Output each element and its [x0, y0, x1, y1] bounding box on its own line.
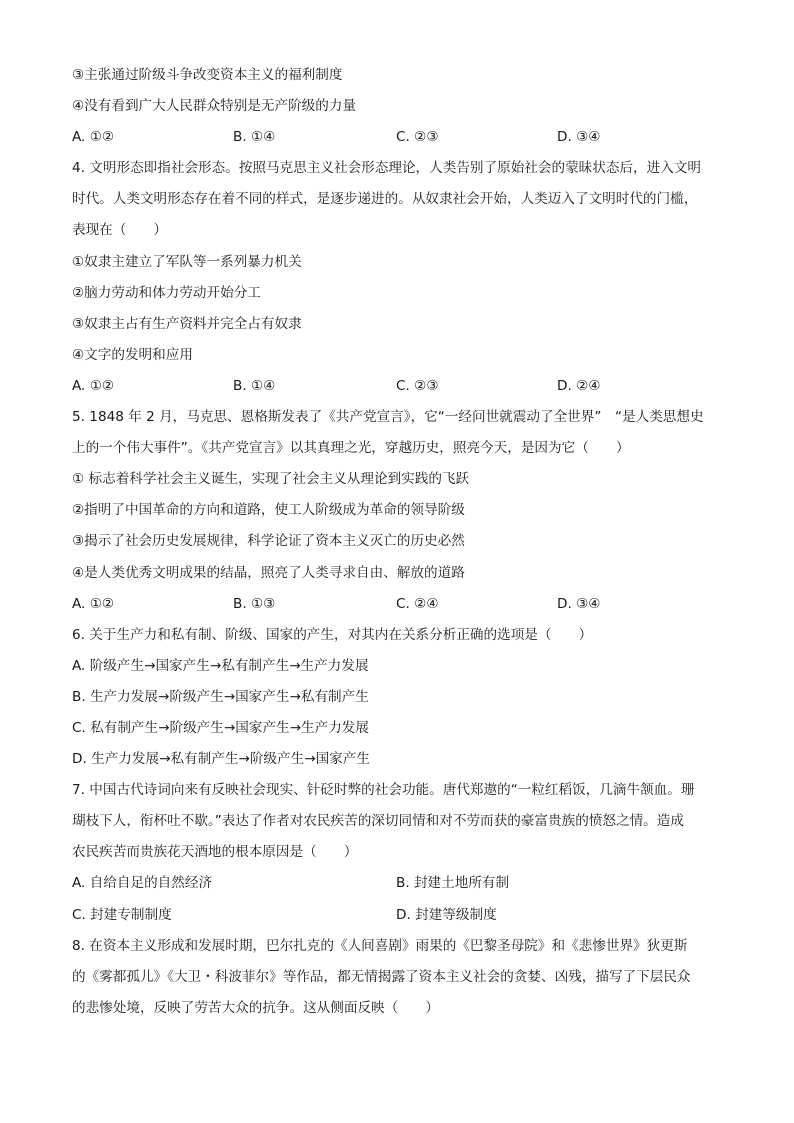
q6-option-b: B. 生产力发展→阶级产生→国家产生→私有制产生 [72, 688, 369, 705]
q3-option-c: C. ②③ [396, 129, 439, 146]
q5-stem-line-2: 上的一个伟大事件”。《共产党宣言》以其真理之光，穿越历史，照亮今天，是因为它（ ） [72, 440, 630, 457]
q4-option-b: B. ①④ [233, 377, 276, 394]
q6-option-a: A. 阶级产生→国家产生→私有制产生→生产力发展 [72, 657, 369, 674]
q5-option-c: C. ②④ [396, 595, 439, 612]
q6-stem-line-1: 6. 关于生产力和私有制、阶级、国家的产生，对其内在关系分析正确的选项是（ ） [72, 626, 593, 643]
q5-option-a: A. ①② [72, 595, 115, 612]
q7-stem-line-2: 瑚枝下人，衔杯吐不歇。”表达了作者对农民疾苦的深切同情和对不劳而获的豪富贵族的愤怒之情。造成 [72, 813, 684, 830]
q4-item-1: ①奴隶主建立了军队等一系列暴力机关 [72, 253, 302, 270]
q7-stem-line-1: 7. 中国古代诗词向来有反映社会现实、针砭时弊的社会功能。唐代郑遨的“一粒红稻饭，几滴牛颔血。珊 [72, 782, 695, 799]
exam-content [72, 60, 722, 1024]
q4-item-2: ②脑力劳动和体力劳动开始分工 [72, 284, 261, 301]
q5-item-2: ②指明了中国革命的方向和道路，使工人阶级成为革命的领导阶级 [72, 502, 465, 519]
q8-stem-line-3: 的悲惨处境，反映了劳苦大众的抗争。这从侧面反映（ ） [72, 999, 440, 1016]
q3-item-3: ③主张通过阶级斗争改变资本主义的福利制度 [72, 67, 343, 83]
q4-stem-line-1: 4. 文明形态即指社会形态。按照马克思主义社会形态理论，人类告别了原始社会的蒙昧状态后，进入文明 [72, 160, 702, 177]
q4-option-d: D. ②④ [557, 377, 601, 394]
q8-stem-line-2: 的《雾都孤儿》《大卫・科波菲尔》等作品，都无情揭露了资本主义社会的贪婪、凶残，描写了下层民众 [72, 968, 691, 985]
q4-stem-line-3: 表现在（ ） [72, 222, 168, 239]
q7-stem-line-3: 农民疾苦而贵族花天酒地的根本原因是（ ） [72, 844, 358, 861]
q5-item-1: ① 标志着科学社会主义诞生，实现了社会主义从理论到实践的飞跃 [72, 471, 470, 488]
q7-option-d: D. 封建等级制度 [396, 906, 497, 923]
q5-item-3: ③揭示了社会历史发展规律，科学论证了资本主义灭亡的历史必然 [72, 533, 465, 550]
q5-option-d: D. ③④ [557, 595, 601, 612]
q7-options-row-1 [72, 868, 722, 899]
q3-option-b: B. ①④ [233, 129, 276, 146]
q4-stem-line-2: 时代。人类文明形态存在着不同的样式，是逐步递进的。从奴隶社会开始，人类迈入了文明时代的门槛， [72, 191, 698, 208]
q5-item-4: ④是人类优秀文明成果的结晶，照亮了人类寻求自由、解放的道路 [72, 564, 465, 581]
q7-options-row-2 [72, 900, 722, 931]
q6-option-c: C. 私有制产生→阶级产生→国家产生→生产力发展 [72, 719, 369, 736]
question-8 [72, 931, 722, 1024]
q7-option-c: C. 封建专制制度 [72, 906, 172, 923]
question-4 [72, 153, 722, 402]
q4-option-c: C. ②③ [396, 377, 439, 394]
question-3 [72, 60, 722, 153]
q3-options [72, 122, 722, 153]
q3-option-a: A. ①② [72, 129, 115, 146]
q3-option-d: D. ③④ [557, 129, 601, 146]
q4-options [72, 371, 722, 402]
q4-item-3: ③奴隶主占有生产资料并完全占有奴隶 [72, 315, 302, 332]
q4-option-a: A. ①② [72, 377, 115, 394]
q3-item-4: ④没有看到广大人民群众特别是无产阶级的力量 [72, 98, 357, 115]
q6-option-d: D. 生产力发展→私有制产生→阶级产生→国家产生 [72, 751, 370, 768]
q5-stem-line-1: 5. 1848 年 2 月，马克思、恩格斯发表了《共产党宣言》，它“一经问世就震动了全世界” “是人类思想史 [72, 409, 704, 426]
q8-stem-line-1: 8. 在资本主义形成和发展时期，巴尔扎克的《人间喜剧》雨果的《巴黎圣母院》和《悲惨世界》狄更斯 [72, 937, 688, 954]
question-5 [72, 402, 722, 620]
question-6 [72, 620, 722, 775]
q5-options [72, 589, 722, 620]
q5-option-b: B. ①③ [233, 595, 276, 612]
question-7 [72, 775, 722, 930]
q7-option-b: B. 封建土地所有制 [396, 875, 510, 892]
q4-item-4: ④文字的发明和应用 [72, 346, 193, 363]
q7-option-a: A. 自给自足的自然经济 [72, 875, 213, 892]
